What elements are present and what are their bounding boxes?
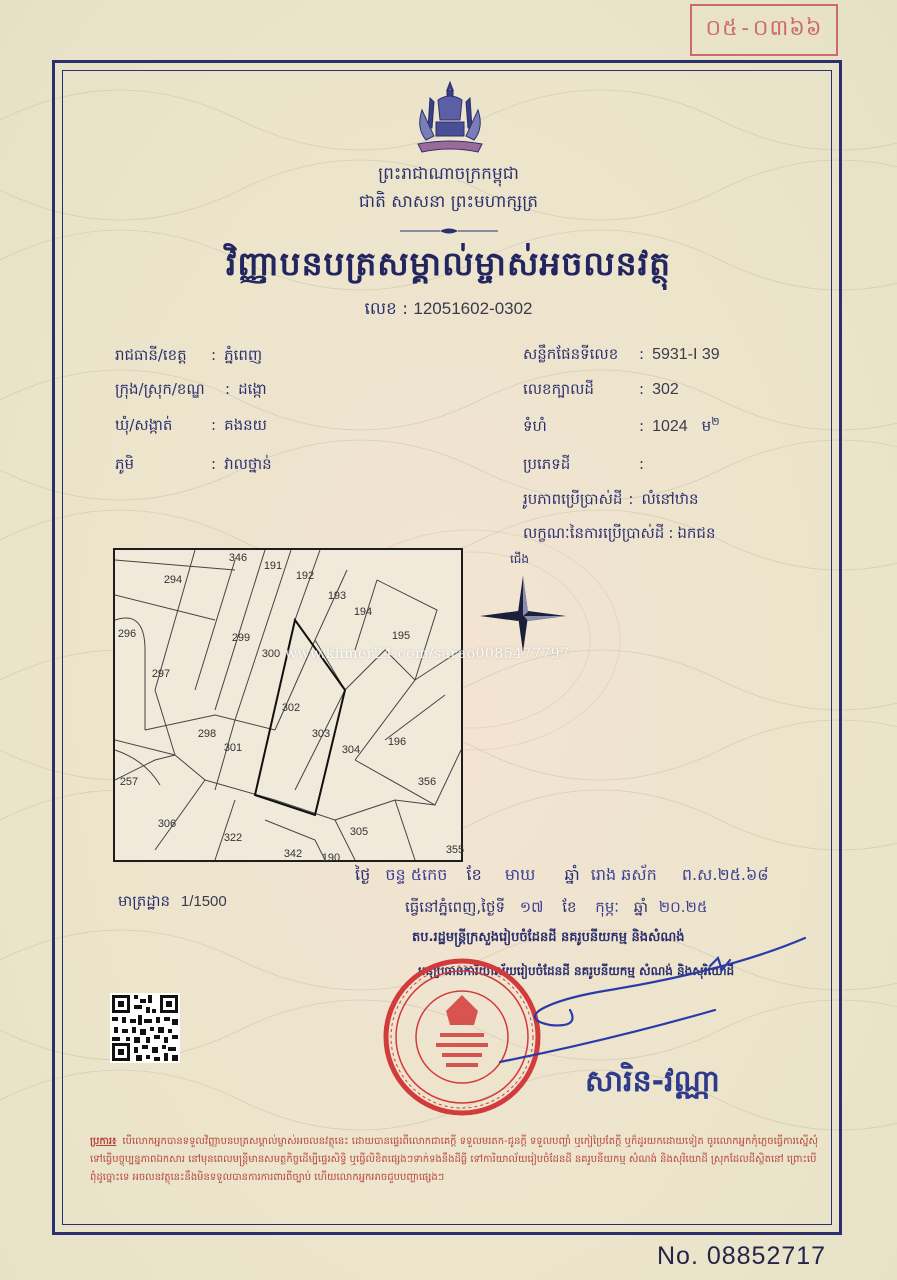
capital-label: រាជធានី/ខេត្ត <box>115 346 187 364</box>
parcel-number-label: 342 <box>283 847 303 860</box>
document-serial-number: No. 08852717 <box>657 1242 827 1270</box>
field-use-character: លក្ខណៈនៃការប្រើប្រាស់ដី : ឯកជន <box>523 524 716 542</box>
parcel-plan <box>115 550 465 864</box>
north-arrow-icon <box>478 572 568 656</box>
land-use-label: រូបភាពប្រើប្រាស់ដី <box>523 490 623 508</box>
national-motto: ជាតិ សាសនា ព្រះមហាក្សត្រ <box>358 192 539 212</box>
scale-label: មាត្រដ្ឋាន <box>118 892 171 910</box>
cadastral-map <box>113 548 463 862</box>
parcel-number-label: 355 <box>445 843 465 856</box>
commune-value: គងនយ <box>224 416 267 434</box>
area-value: 1024 <box>652 418 688 435</box>
district-label: ក្រុង/ស្រុក/ខណ្ឌ <box>115 380 205 398</box>
parcel-number-label: 192 <box>295 569 315 582</box>
royal-arms-emblem-icon <box>412 80 488 158</box>
issue-month-label: ខែ <box>562 898 577 916</box>
district-value: ដង្កោ <box>238 380 267 398</box>
qr-code-icon <box>110 993 180 1063</box>
signer-name: សារិន-វណ្ណា <box>585 1064 720 1099</box>
parcel-number-label: 298 <box>197 727 217 740</box>
parcel-number-label: 296 <box>117 627 137 640</box>
map-scale <box>118 892 227 914</box>
certificate-number: លេខ : 12051602-0302 <box>364 299 533 319</box>
field-map-sheet: សន្លឹកផែនទីលេខ : 5931-I 39 <box>523 345 720 367</box>
lunar-date <box>355 864 769 888</box>
area-unit: ម <box>701 417 712 435</box>
listing-watermark: www.khmer24.com/sarao0085477797 <box>285 646 570 662</box>
parcel-number-value: 302 <box>652 381 679 398</box>
issue-place: ធ្វើនៅភ្នំពេញ,ថ្ងៃទី <box>405 898 505 916</box>
lunar-month-label: ខែ <box>466 865 482 884</box>
commune-label: ឃុំ/សង្កាត់ <box>115 416 173 434</box>
field-commune: ឃុំ/សង្កាត់ : គងនយ <box>115 416 267 438</box>
issue-year-label: ឆ្នាំ <box>633 898 648 916</box>
parcel-number-label: 193 <box>327 589 347 602</box>
map-sheet-label: សន្លឹកផែនទីលេខ <box>523 345 619 363</box>
land-type-label: ប្រភេទដី <box>523 455 571 473</box>
land-use-value: លំនៅឋាន <box>641 490 699 508</box>
parcel-number-label: 322 <box>223 831 243 844</box>
field-land-type: ប្រភេទដី : <box>523 455 652 477</box>
certificate-title: វិញ្ញាបនបត្រសម្គាល់ម្ចាស់អចលនវត្ថុ <box>225 244 672 283</box>
parcel-number-label: 196 <box>387 735 407 748</box>
notice-heading: ប្រការ៖ <box>90 1136 117 1147</box>
parcel-number-label: 302 <box>281 701 301 714</box>
area-label: ទំហំ <box>523 417 547 435</box>
parcel-number-label: 297 <box>151 667 171 680</box>
parcel-number-label: 356 <box>417 775 437 788</box>
use-character-label: លក្ខណៈនៃការប្រើប្រាស់ដី <box>523 524 665 542</box>
notice-text: បើលោកអ្នកបានទទួលវិញ្ញាបនបត្រសម្គាល់ម្ចាស់អចលនវត្ថុនេះ ដោយបានផ្ទេរពីលោកជាគេក្តី ទទួលមរតក-ជូនក្តី ទទួលបញ្ចាំ ឬកៀប្រៃតែក្តី ឬក៏ដូរយកដោយទៀត ចូរលោកអ្នកកុំភ្លេចធ្វើការស្នើសុំទៅធ្វើបច្ចុប្បន្នភាពឯកសារ នៅមុនពេលមន្ត្រីមានសមត្ថកិច្ចដើម្បីផ្ទេរសិទ្ធិ ឬធ្វើលិខិតផ្សេងៗទាក់ទងនឹងដីធ្លី ទៅការិយាល័យរៀបចំដែនដី នគរូបនីយកម្ម សំណង់ និងសុរិយោដី ស្រុកដែលដីស្ថិតនៅ ព្រោះបើពុំដូច្នោះទេ អចលនវត្ថុនេះនឹងមិនទទួលបានការការពារពីច្បាប់ ហើយលោកអ្នកអាចជួបបញ្ហាផ្សេងៗ <box>90 1136 819 1183</box>
parcel-number-label: 305 <box>349 825 369 838</box>
field-capital: រាជធានី/ខេត្ត : ភ្នំពេញ <box>115 346 262 368</box>
issue-year-value: ២០.២៥ <box>658 898 708 916</box>
area-unit-power: ២ <box>711 415 720 428</box>
capital-value: ភ្នំពេញ <box>224 346 263 364</box>
field-parcel-number: លេខក្បាលដី : 302 <box>523 380 679 402</box>
village-value: វាលថ្នាន់ <box>224 455 272 473</box>
parcel-number-label: 300 <box>261 647 281 660</box>
parcel-number-label: 346 <box>228 551 248 564</box>
ministry-line: តប.រដ្ឋមន្ត្រីក្រសួងរៀបចំដែនដី នគរូបនីយកម្ម និងសំណង់ <box>412 930 685 945</box>
lunar-year-label: ឆ្នាំ <box>564 865 580 884</box>
parcel-number-label: 304 <box>341 743 361 756</box>
parcel-number-label: 257 <box>119 775 139 788</box>
field-land-use: រូបភាពប្រើប្រាស់ដី : លំនៅឋាន <box>523 490 699 508</box>
parcel-number-label: 294 <box>163 573 183 586</box>
parcel-number-label: 301 <box>223 741 243 754</box>
lunar-day-value: ចន្ទ ៥កេច <box>385 865 448 884</box>
field-area: ទំហំ : 1024 ម$^២$ <box>523 415 720 439</box>
parcel-number-label: 303 <box>311 727 331 740</box>
use-character-value: ឯកជន <box>677 524 716 542</box>
parcel-number-label: 299 <box>231 631 251 644</box>
field-village: ភូមិ : វាលថ្នាន់ <box>115 455 272 477</box>
parcel-number-label: 195 <box>391 629 411 642</box>
number-value: 12051602-0302 <box>413 299 533 318</box>
parcel-number-label: លេខក្បាលដី <box>523 380 594 398</box>
serial-stamp: ០៥-០៣៦៦ <box>690 4 838 56</box>
parcel-number-label: 190 <box>321 851 341 864</box>
office-line: អនុប្រធានការិយាល័យរៀបចំដែនដី នគរូបនីយកម្ម សំណង់ និងសុរិយោដី <box>418 964 735 978</box>
issue-date <box>405 898 708 920</box>
north-label: ជើង <box>510 552 530 566</box>
parcel-number-label: 194 <box>353 605 373 618</box>
title-ornament <box>400 226 498 236</box>
signature <box>490 930 810 1080</box>
kingdom-name: ព្រះរាជាណាចក្រកម្ពុជា <box>378 164 519 184</box>
parcel-number-label: 306 <box>157 817 177 830</box>
lunar-month-value: មាឃ <box>504 865 536 884</box>
scale-value: 1/1500 <box>180 893 227 910</box>
issue-day-value: ១៧ <box>519 898 544 916</box>
number-label: លេខ <box>364 299 397 319</box>
lunar-day-label: ថ្ងៃ <box>355 865 371 884</box>
issue-month-value: កុម្ភៈ <box>595 898 619 916</box>
buddhist-era: ព.ស.២៥.៦៨ <box>681 865 769 884</box>
field-district: ក្រុង/ស្រុក/ខណ្ឌ : ដង្កោ <box>115 380 267 402</box>
map-sheet-value: 5931-I 39 <box>652 346 720 363</box>
parcel-number-label: 191 <box>263 559 283 572</box>
village-label: ភូមិ <box>115 455 135 473</box>
lunar-year-value: រោង ឆស័ក <box>590 865 657 884</box>
legal-notice <box>90 1133 818 1187</box>
